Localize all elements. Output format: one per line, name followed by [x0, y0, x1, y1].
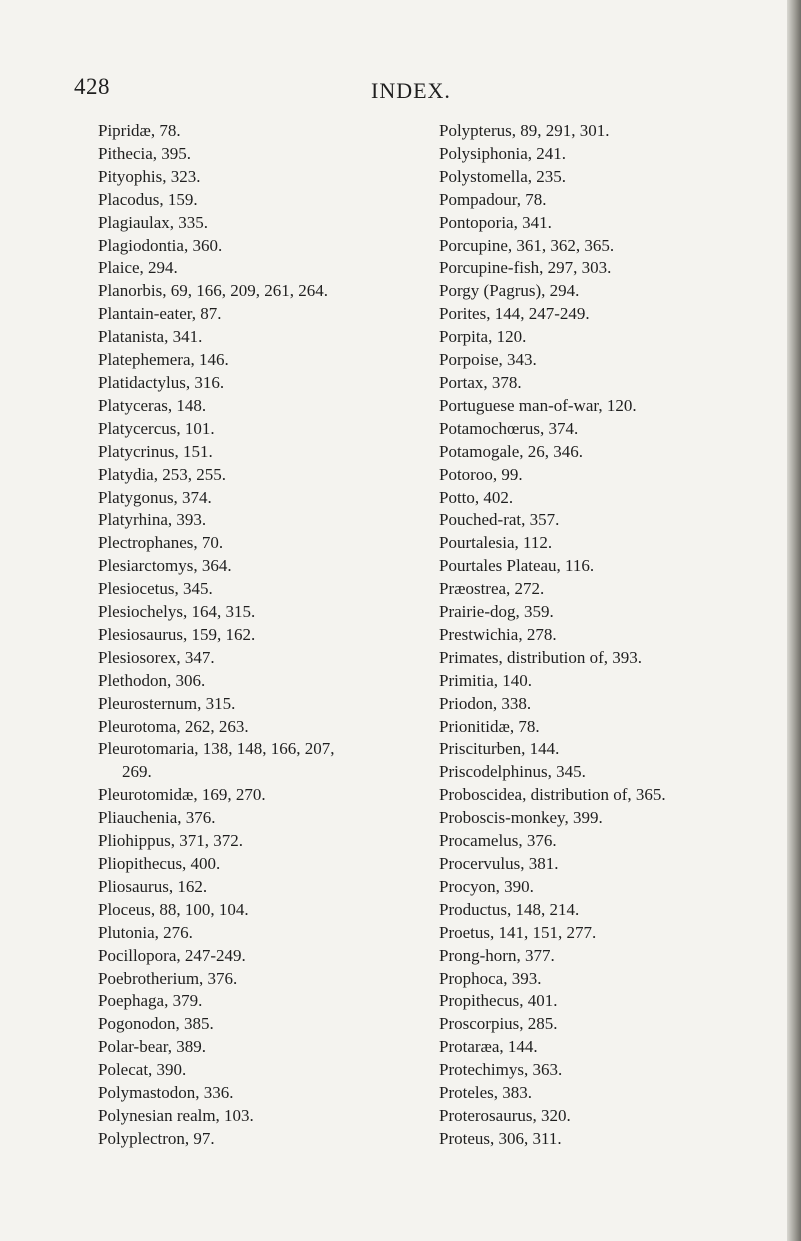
index-entry: Plaice, 294. — [98, 258, 178, 278]
index-entry: Platycrinus, 151. — [98, 441, 213, 461]
index-entry: Polynesian realm, 103. — [98, 1105, 254, 1125]
index-entry: Platydia, 253, 255. — [98, 464, 226, 484]
index-entry: Porpoise, 343. — [439, 350, 537, 370]
index-entry: Plesiosorex, 347. — [98, 647, 215, 667]
index-entry: Primates, distribution of, 393. — [439, 647, 643, 667]
index-entry: Plagiodontia, 360. — [98, 235, 223, 255]
index-entry: Platephemera, 146. — [98, 350, 229, 370]
index-entry: Portax, 378. — [439, 372, 522, 392]
index-entry: Potto, 402. — [439, 487, 514, 507]
index-entry: Polysiphonia, 241. — [439, 143, 567, 163]
index-entry: Pleurotoma, 262, 263. — [98, 716, 249, 736]
index-entry: Procamelus, 376. — [439, 831, 557, 851]
index-entry: Proterosaurus, 320. — [439, 1105, 571, 1125]
index-entry: Potamogale, 26, 346. — [439, 441, 584, 461]
index-entry: Planorbis, 69, 166, 209, 261, 264. — [98, 281, 328, 301]
index-entry: Plesiochelys, 164, 315. — [98, 602, 256, 622]
index-entry: Priodon, 338. — [439, 693, 532, 713]
index-entry: Plesiarctomys, 364. — [98, 556, 232, 576]
index-entry: Prestwichia, 278. — [439, 624, 557, 644]
index-entry: Placodus, 159. — [98, 189, 198, 209]
index-entry: Pityophis, 323. — [98, 166, 201, 186]
index-entry: Pourtalesia, 112. — [439, 533, 553, 553]
index-entry: Platidactylus, 316. — [98, 372, 225, 392]
index-entry: Porcupine, 361, 362, 365. — [439, 235, 615, 255]
index-entry: Plutonia, 276. — [98, 922, 193, 942]
index-entry: Pliauchenia, 376. — [98, 808, 216, 828]
index-entry: Proteus, 306, 311. — [439, 1128, 562, 1148]
index-entry: Polyplectron, 97. — [98, 1128, 215, 1148]
index-entry: Poebrotherium, 376. — [98, 968, 238, 988]
index-entry: Polymastodon, 336. — [98, 1083, 234, 1103]
index-entry: Prophoca, 393. — [439, 968, 542, 988]
index-entry: Primitia, 140. — [439, 670, 533, 690]
index-entry: Pleurotomaria, 138, 148, 166, 207, — [98, 739, 335, 759]
index-entry: Protechimys, 363. — [439, 1060, 563, 1080]
index-entry: Platygonus, 374. — [98, 487, 212, 507]
page-number: 428 — [74, 74, 110, 99]
index-entry: Plesiosaurus, 159, 162. — [98, 624, 256, 644]
index-entry: Proetus, 141, 151, 277. — [439, 922, 597, 942]
index-entry: Pompadour, 78. — [439, 189, 547, 209]
index-entry: Propithecus, 401. — [439, 991, 558, 1011]
index-entry: Procyon, 390. — [439, 876, 534, 896]
index-column-left — [98, 120, 428, 1151]
index-entry: Pocillopora, 247-249. — [98, 945, 246, 965]
index-entry: Pliosaurus, 162. — [98, 876, 208, 896]
index-entry: Pliohippus, 371, 372. — [98, 831, 243, 851]
index-entry: Prionitidæ, 78. — [439, 716, 540, 736]
index-entry: Platanista, 341. — [98, 327, 203, 347]
index-entry: Prong-horn, 377. — [439, 945, 555, 965]
index-entry: Productus, 148, 214. — [439, 899, 580, 919]
index-entry: Porpita, 120. — [439, 327, 527, 347]
index-entry: Pleurotomidæ, 169, 270. — [98, 785, 266, 805]
index-entry: Priscodelphinus, 345. — [439, 762, 586, 782]
index-entry: 269. — [122, 762, 152, 782]
index-entry: Præostrea, 272. — [439, 579, 545, 599]
page-title: INDEX. — [371, 78, 451, 103]
index-entry: Pourtales Plateau, 116. — [439, 556, 595, 576]
index-entry: Proboscis-monkey, 399. — [439, 808, 603, 828]
index-entry: Pouched-rat, 357. — [439, 510, 560, 530]
index-entry: Pipridæ, 78. — [98, 121, 181, 140]
index-entry: Platyrhina, 393. — [98, 510, 207, 530]
index-entry: Platyceras, 148. — [98, 395, 207, 415]
index-entry: Prairie-dog, 359. — [439, 602, 554, 622]
index-entry: Plectrophanes, 70. — [98, 533, 224, 553]
index-entry: Potamochœrus, 374. — [439, 418, 579, 438]
index-entry: Potoroo, 99. — [439, 464, 523, 484]
index-entry: Porcupine-fish, 297, 303. — [439, 258, 612, 278]
index-entry: Procervulus, 381. — [439, 854, 559, 873]
index-entry: Portuguese man-of-war, 120. — [439, 395, 637, 415]
index-entry: Polar-bear, 389. — [98, 1037, 207, 1057]
index-entry: Pithecia, 395. — [98, 143, 192, 163]
index-entry: Protaræa, 144. — [439, 1037, 538, 1057]
index-entry: Platycercus, 101. — [98, 418, 215, 438]
index-entry: Prisciturben, 144. — [439, 739, 560, 759]
index-entry: Polypterus, 89, 291, 301. — [439, 121, 610, 140]
index-entry: Plesiocetus, 345. — [98, 579, 213, 599]
index-entry: Polecat, 390. — [98, 1060, 187, 1080]
index-entry: Porgy (Pagrus), 294. — [439, 281, 580, 301]
index-entry: Plethodon, 306. — [98, 670, 206, 690]
index-entry: Pleurosternum, 315. — [98, 693, 236, 713]
index-entry: Ploceus, 88, 100, 104. — [98, 899, 249, 919]
index-column-right — [439, 120, 789, 1151]
index-entry: Plagiaulax, 335. — [98, 212, 209, 232]
index-entry: Porites, 144, 247-249. — [439, 304, 590, 324]
index-entry: Proboscidea, distribution of, 365. — [439, 785, 666, 805]
index-entry: Poephaga, 379. — [98, 991, 203, 1011]
index-entry: Pliopithecus, 400. — [98, 854, 221, 873]
index-entry: Proteles, 383. — [439, 1083, 533, 1103]
index-entry: Polystomella, 235. — [439, 166, 567, 186]
book-spine-edge — [787, 0, 801, 1241]
index-entry: Pogonodon, 385. — [98, 1014, 214, 1034]
index-entry: Plantain-eater, 87. — [98, 304, 222, 324]
index-entry: Pontoporia, 341. — [439, 212, 552, 232]
index-entry: Proscorpius, 285. — [439, 1014, 558, 1034]
